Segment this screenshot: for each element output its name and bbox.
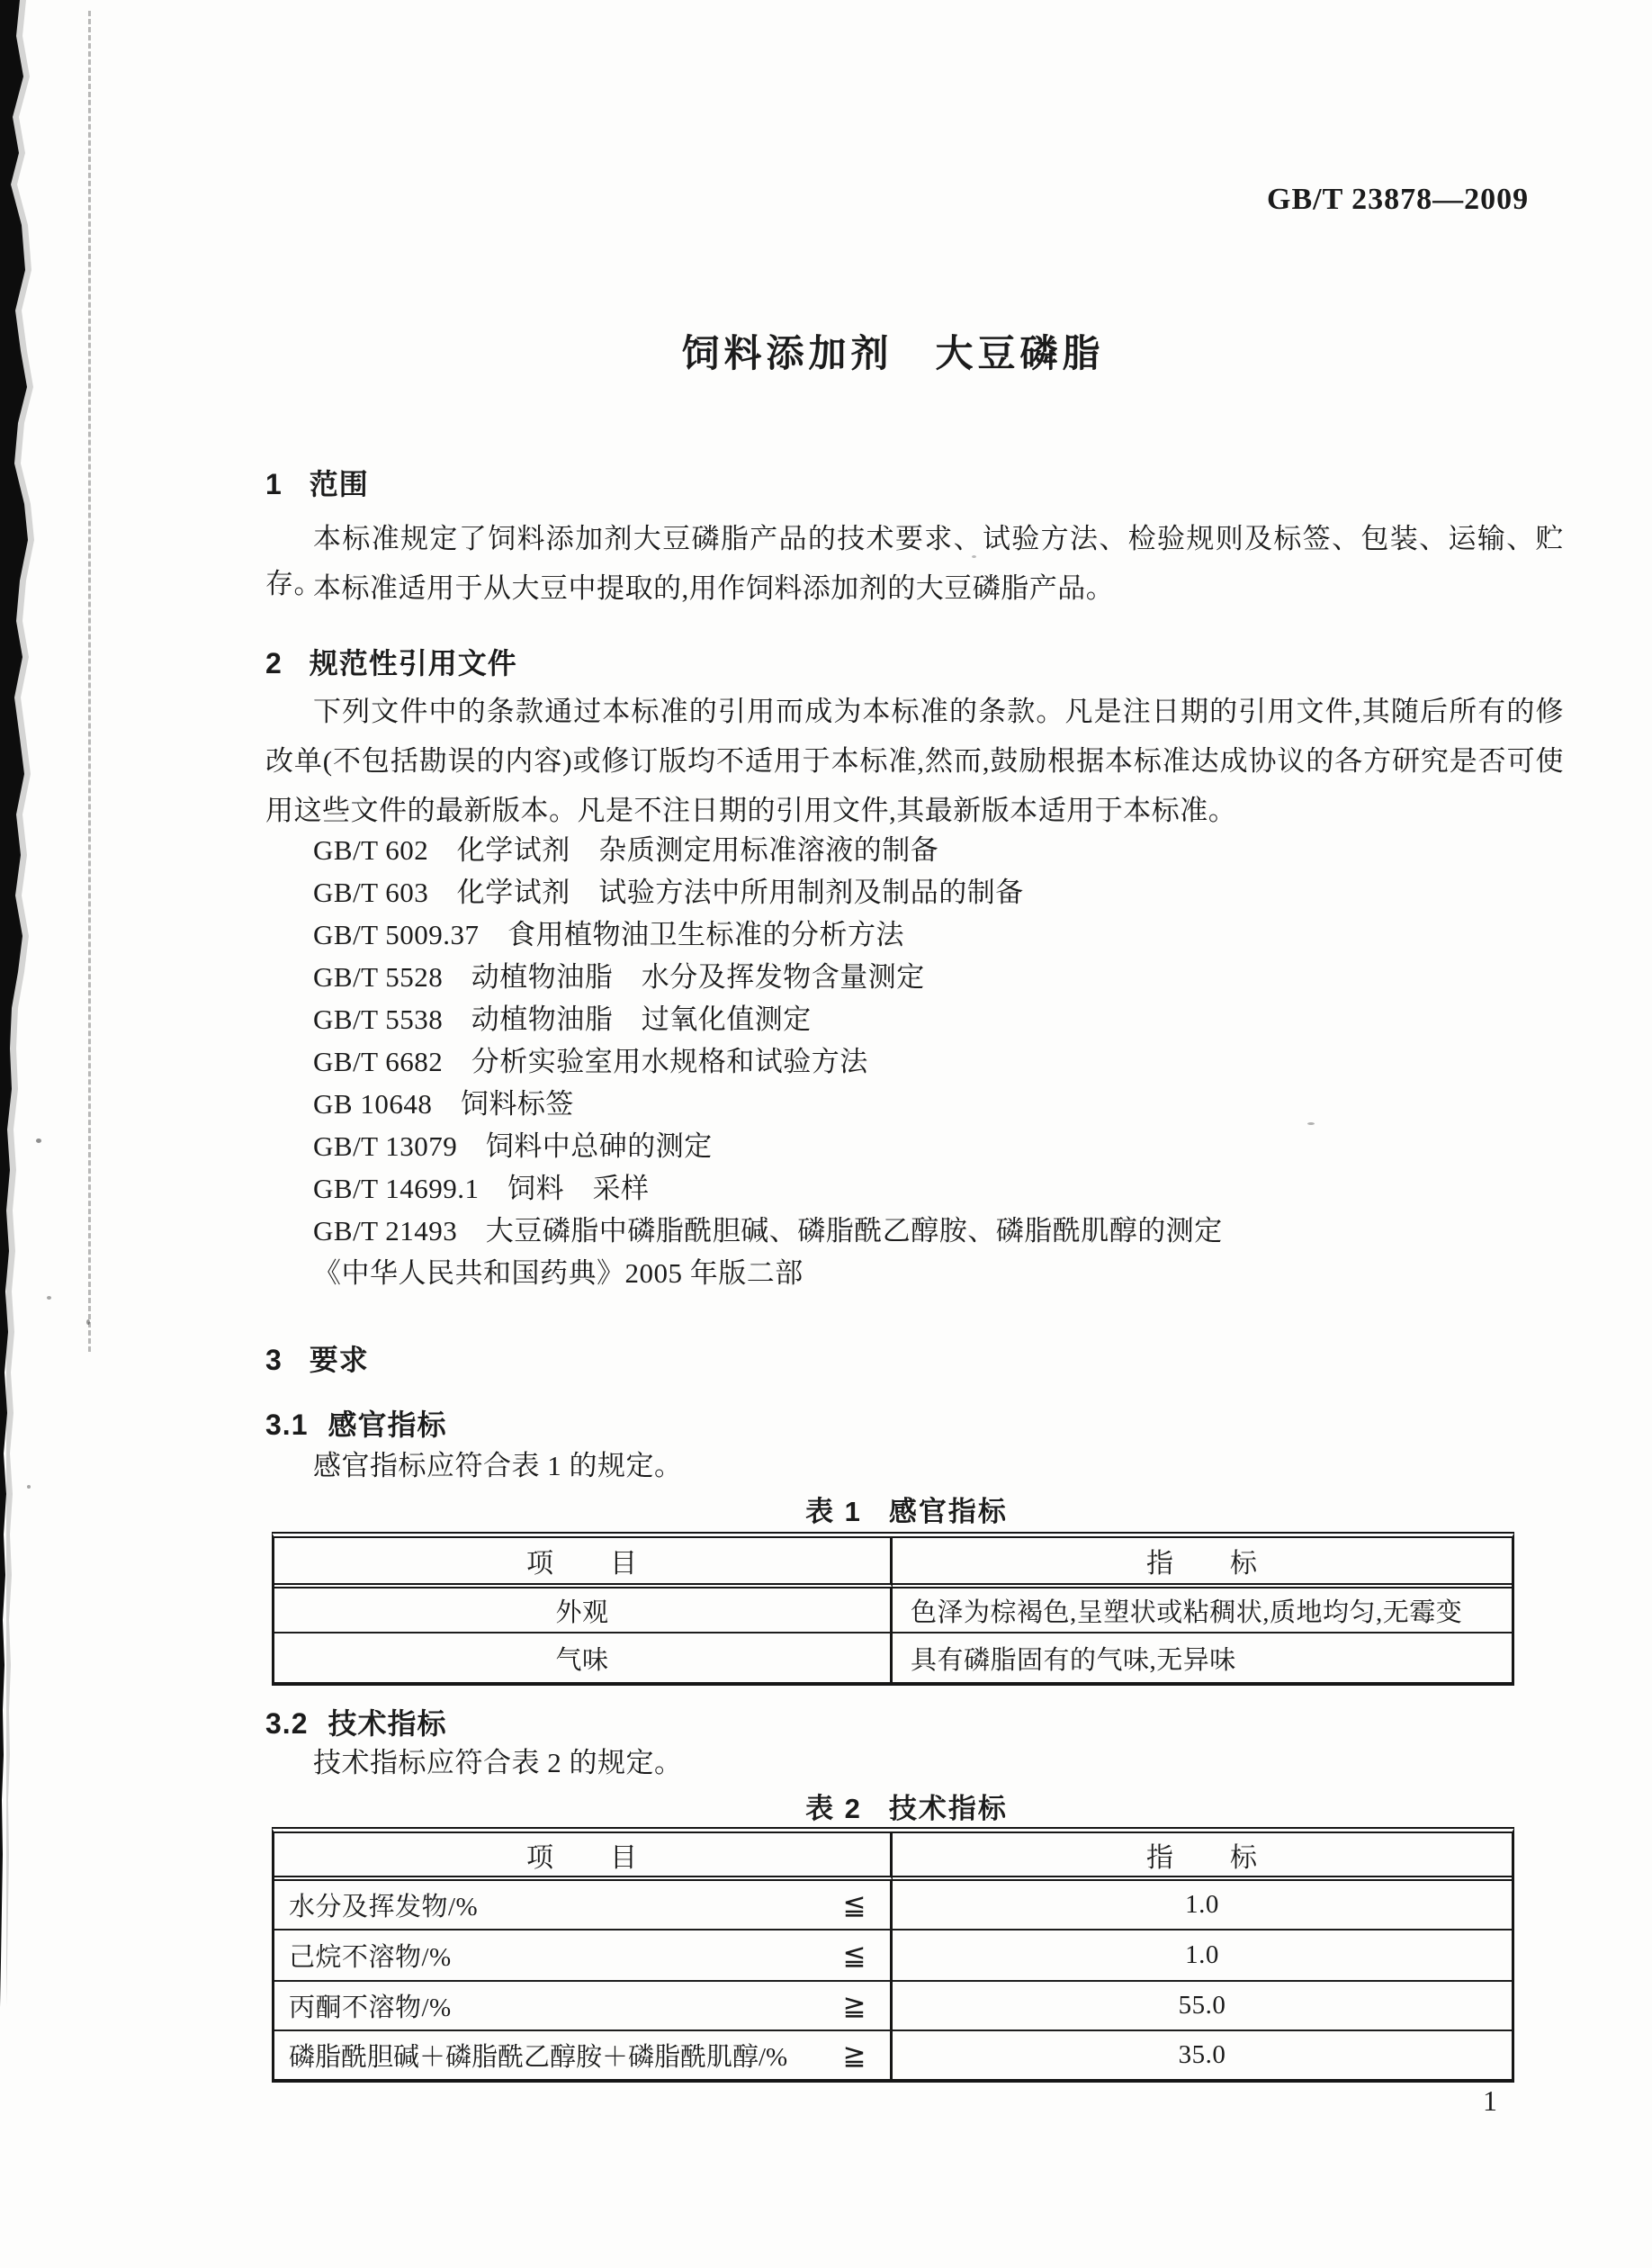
technical-index-body: 技术指标应符合表 2 的规定。: [313, 1747, 683, 1778]
reference-item: GB/T 21493 大豆磷脂中磷脂酰胆碱、磷脂酰乙醇胺、磷脂酰肌醇的测定: [313, 1215, 1223, 1246]
scan-edge-artifact: [0, 0, 54, 2268]
spec-cell: 色泽为棕褐色,呈塑状或粘稠状,质地均匀,无霉变: [893, 1588, 1512, 1634]
reference-item: GB/T 603 化学试剂 试验方法中所用制剂及制品的制备: [313, 877, 1024, 908]
item-cell: [274, 1930, 893, 1982]
spec-cell: 具有磷脂固有的气味,无异味: [911, 1645, 1236, 1675]
reference-item: GB 10648 饲料标签: [313, 1088, 574, 1120]
table-caption-label: 表 2: [805, 1793, 862, 1824]
reference-item: GB/T 5009.37 食用植物油卫生标准的分析方法: [313, 919, 905, 950]
normative-references-intro: 下列文件中的条款通过本标准的引用而成为本标准的条款。凡是注日期的引用文件,其随后所有的修改单(不包括勘误的内容)或修订版均不适用于本标准,然而,鼓励根据本标准达成协议的各方研究是否可使用这些文件的最新版本。凡是不注日期的引用文件,其最新版本适用于本标准。: [265, 696, 1564, 826]
scan-speck: [47, 1296, 51, 1300]
section-heading-text: 技术指标: [328, 1707, 447, 1740]
item-label: 己烷不溶物/%: [289, 1943, 452, 1972]
table-row: [274, 1634, 1512, 1682]
section-number: 3.2: [265, 1707, 309, 1740]
value-cell: 55.0: [893, 1982, 1512, 2031]
scope-paragraph-1: 本标准规定了饲料添加剂大豆磷脂产品的技术要求、试验方法、检验规则及标签、包装、运输、贮存。: [265, 523, 1564, 599]
scan-speck: [86, 1319, 90, 1325]
reference-item: GB/T 5538 动植物油脂 过氧化值测定: [313, 1004, 812, 1035]
item-cell: 气味: [274, 1634, 893, 1682]
item-cell: [274, 1881, 893, 1930]
item-cell: [274, 1982, 893, 2031]
section-heading-text: 范围: [309, 468, 369, 500]
section-1-heading: [265, 462, 369, 503]
table-2-caption: [285, 1786, 1528, 1826]
section-heading-text: 规范性引用文件: [309, 647, 517, 680]
section-number: 1: [265, 468, 283, 500]
reference-item: GB/T 6682 分析实验室用水规格和试验方法: [313, 1046, 868, 1077]
table-caption-text: 感官指标: [888, 1496, 1008, 1527]
item-label: 磷脂酰胆碱＋磷脂酰乙醇胺＋磷脂酰肌醇/%: [289, 2043, 788, 2072]
reference-item: GB/T 13079 饲料中总砷的测定: [313, 1130, 713, 1162]
document-title: 饲料添加剂 大豆磷脂: [681, 332, 1105, 374]
column-header-item: 项 目: [274, 1538, 893, 1588]
reference-item: 《中华人民共和国药典》2005 年版二部: [313, 1257, 804, 1289]
section-3-2-heading: [265, 1701, 447, 1742]
table-caption-text: 技术指标: [888, 1793, 1008, 1824]
section-number: 2: [265, 647, 283, 680]
item-cell: [274, 2031, 893, 2079]
table-header-row: [274, 1833, 1512, 1881]
item-label: 丙酮不溶物/%: [289, 1994, 452, 2022]
table-header-row: [274, 1538, 1512, 1588]
table-caption-label: 表 1: [805, 1496, 862, 1527]
column-header-spec: 指 标: [893, 1538, 1512, 1588]
table-row: [274, 1982, 1512, 2031]
scan-fold-line: [88, 11, 91, 1352]
table-row: [274, 1588, 1512, 1634]
less-equal-symbol: ≦: [842, 1939, 866, 1971]
section-number: 3: [265, 1344, 283, 1376]
value-cell: 1.0: [893, 1930, 1512, 1982]
scan-speck: [27, 1485, 31, 1489]
reference-item: GB/T 5528 动植物油脂 水分及挥发物含量测定: [313, 961, 925, 993]
scan-speck: [36, 1138, 41, 1143]
section-heading-text: 要求: [309, 1344, 369, 1376]
reference-item: GB/T 602 化学试剂 杂质测定用标准溶液的制备: [313, 834, 939, 866]
standard-code: GB/T 23878—2009: [1267, 183, 1530, 216]
section-3-1-heading: [265, 1402, 447, 1444]
section-number: 3.1: [265, 1408, 309, 1441]
reference-list: [313, 829, 1564, 1294]
sensory-index-table: [272, 1532, 1514, 1686]
item-cell: 外观: [274, 1588, 893, 1634]
greater-equal-symbol: ≧: [842, 1989, 866, 2021]
item-label: 水分及挥发物/%: [289, 1893, 479, 1922]
less-equal-symbol: ≦: [842, 1888, 866, 1921]
column-header-spec: 指 标: [893, 1833, 1512, 1881]
technical-index-table: [272, 1827, 1514, 2083]
greater-equal-symbol: ≧: [842, 2038, 866, 2071]
section-3-heading: [265, 1337, 369, 1379]
sensory-index-body: 感官指标应符合表 1 的规定。: [313, 1450, 683, 1481]
table-row: [274, 2031, 1512, 2079]
section-2-heading: [265, 641, 517, 682]
table-row: [274, 1881, 1512, 1930]
scope-paragraph-2: 本标准适用于从大豆中提取的,用作饲料添加剂的大豆磷脂产品。: [313, 572, 1115, 604]
table-row: [274, 1930, 1512, 1982]
value-cell: 35.0: [1178, 2040, 1226, 2069]
column-header-item: 项 目: [274, 1833, 893, 1881]
page-number: 1: [1483, 2084, 1497, 2117]
value-cell: 1.0: [893, 1881, 1512, 1930]
reference-item: GB/T 14699.1 饲料 采样: [313, 1173, 650, 1204]
section-heading-text: 感官指标: [328, 1408, 447, 1441]
table-1-caption: [285, 1489, 1528, 1529]
